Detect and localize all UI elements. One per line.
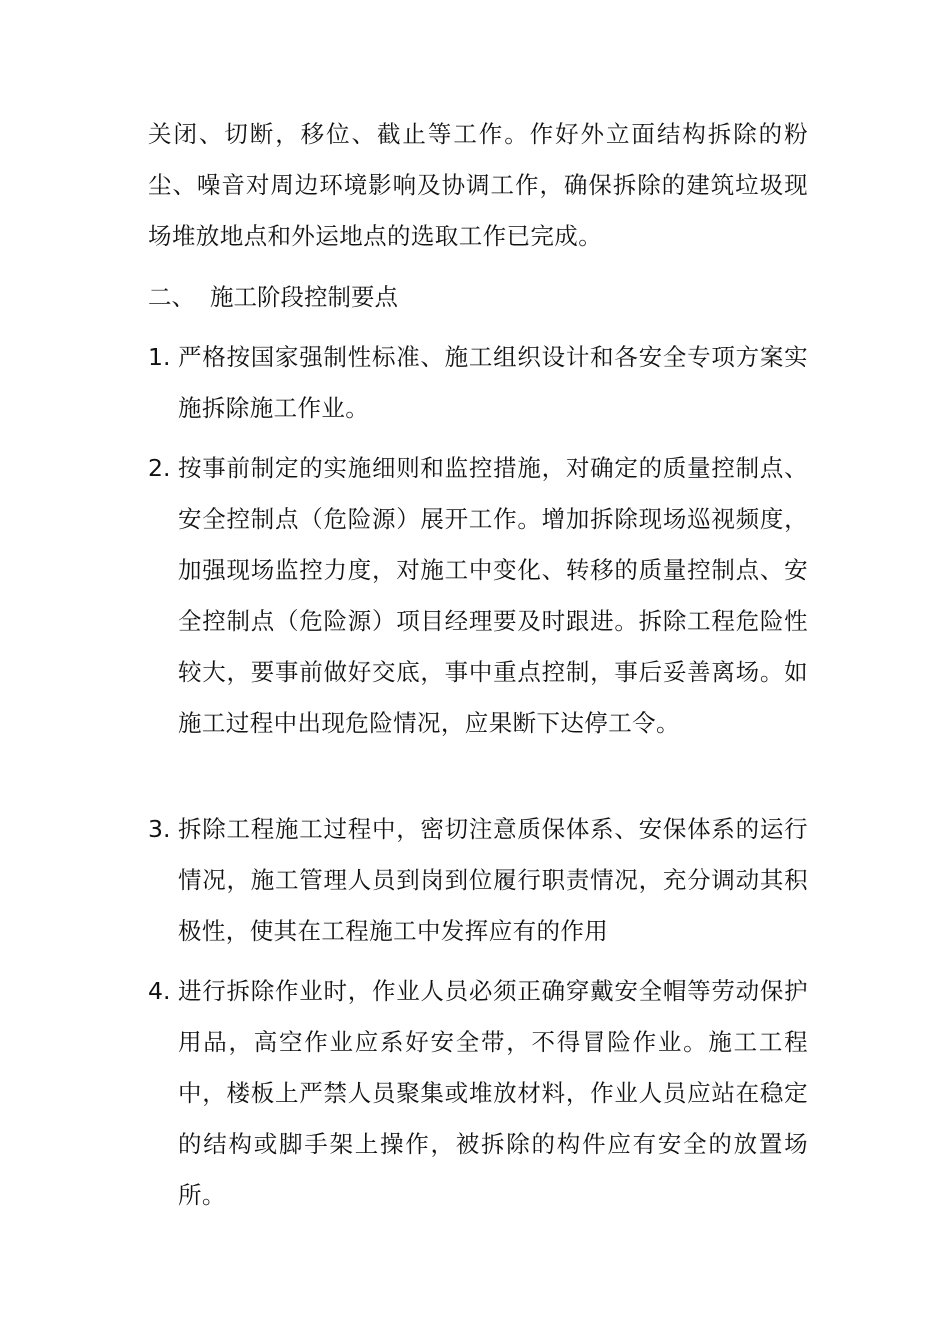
list-item-number: 4. <box>148 977 171 1005</box>
list-item-number: 2. <box>148 454 171 482</box>
list-item <box>148 804 808 957</box>
section-heading <box>148 272 398 323</box>
intro-paragraph: 关闭、切断，移位、截止等工作。作好外立面结构拆除的粉尘、噪音对周边环境影响及协调工作，确保拆除的建筑垃圾现场堆放地点和外运地点的选取工作已完成。 <box>148 120 808 250</box>
list-item <box>148 966 808 1221</box>
list-item-number: 3. <box>148 815 171 843</box>
list-item-text: 严格按国家强制性标准、施工组织设计和各安全专项方案实施拆除施工作业。 <box>178 343 808 422</box>
list-item-text: 拆除工程施工过程中，密切注意质保体系、安保体系的运行情况，施工管理人员到岗到位履行职责情况，充分调动其积极性，使其在工程施工中发挥应有的作用 <box>178 815 808 945</box>
list-item <box>148 443 808 749</box>
list-item-text: 按事前制定的实施细则和监控措施，对确定的质量控制点、安全控制点（危险源）展开工作。增加拆除现场巡视频度，加强现场监控力度，对施工中变化、转移的质量控制点、安全控制点（危险源）项目经理要及时跟进。拆除工程危险性较大，要事前做好交底，事中重点控制，事后妥善离场。如施工过程中出现危险情况，应果断下达停工令。 <box>178 454 808 737</box>
section-number: 二、 <box>148 283 195 311</box>
list-item <box>148 332 808 434</box>
list-item-number: 1. <box>148 343 171 371</box>
list-item-text: 进行拆除作业时，作业人员必须正确穿戴安全帽等劳动保护用品，高空作业应系好安全带，不得冒险作业。施工工程中，楼板上严禁人员聚集或堆放材料，作业人员应站在稳定的结构或脚手架上操作，被拆除的构件应有安全的放置场所。 <box>178 977 808 1209</box>
section-title: 施工阶段控制要点 <box>210 283 398 311</box>
